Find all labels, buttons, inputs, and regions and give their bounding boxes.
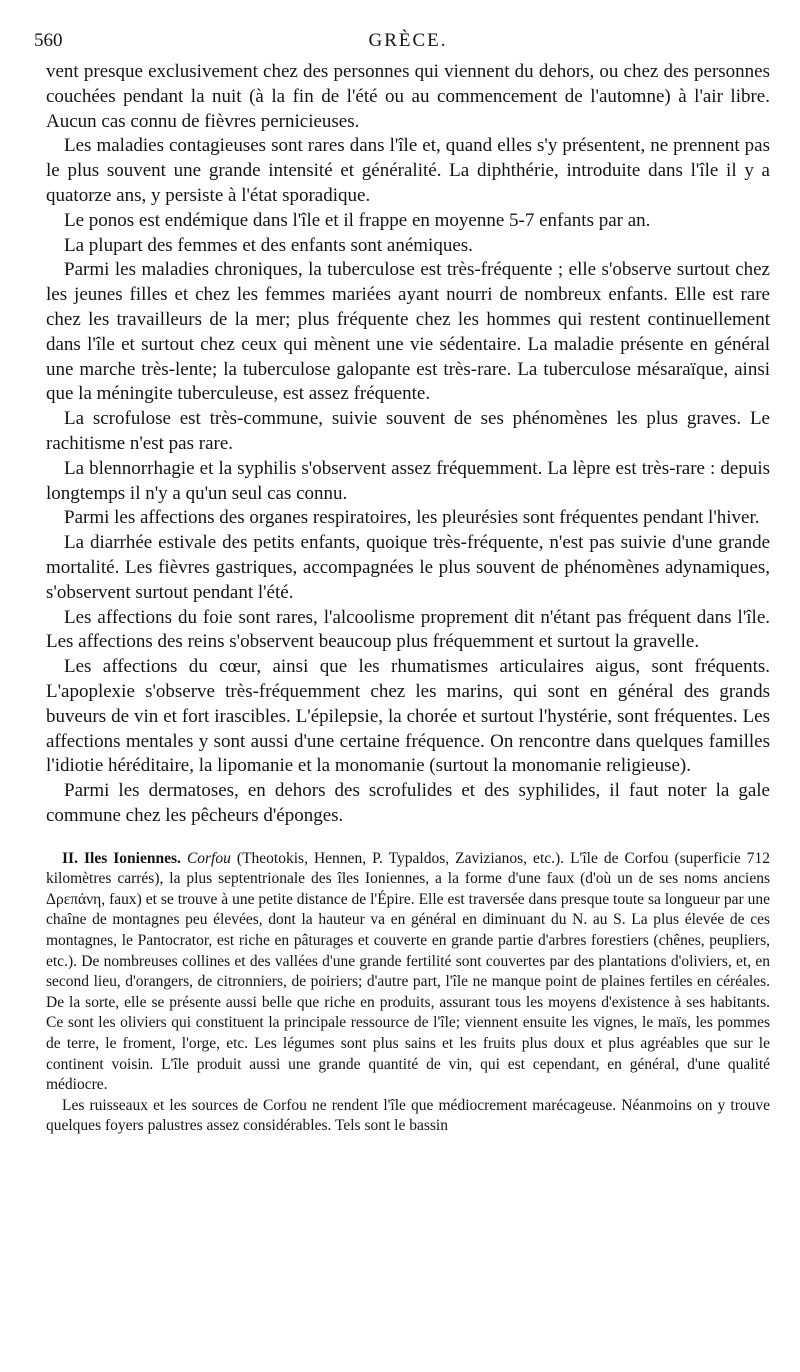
section-ionian-islands	[46, 849, 770, 1137]
main-text	[46, 60, 770, 829]
running-title: GRÈCE.	[368, 30, 448, 51]
paragraph: Les affections du foie sont rares, l'alcoolisme proprement dit n'étant pas fréquent dans l'île. Les affections des reins s'observent beaucoup plus fréquemment et surtout la gravelle.	[46, 606, 770, 653]
paragraph: La blennorrhagie et la syphilis s'observent assez fréquemment. La lèpre est très-rare : depuis longtemps il n'y a qu'un seul cas connu.	[46, 457, 770, 504]
page-number: 560	[34, 30, 63, 51]
paragraph: La scrofulose est très-commune, suivie souvent de ses phénomènes les plus graves. Le rachitisme n'est pas rare.	[46, 408, 770, 454]
paragraph: Parmi les maladies chroniques, la tuberculose est très-fréquente ; elle s'observe surtout chez les jeunes filles et chez les femmes mariées ayant nourri de nombreux enfants. Elle est rare chez les travailleurs de la mer; plus fréquente chez les hommes qui restent continuellement dans l'île et surtout chez ceux qui mènent une vie sédentaire. La maladie présente en général une marche très-lente; la tuberculose galopante est très-rare. La tuberculose mésaraïque, ainsi que la méningite tuberculeuse, est assez fréquente.	[46, 259, 770, 405]
section-text: (Theotokis, Hennen, P. Typaldos, Zavizianos, etc.). L'île de Corfou (superficie 712 kilomètres carrés), la plus septentrionale des îles Ioniennes, a la forme d'une faux (d'où un de ses noms anciens Δρεπάνη, faux) et se trouve à une petite distance de l'Épire. Elle est traversée dans presque toute sa longueur par une chaîne de montagnes peu élevées, dont la hauteur va en général en diminuant du N. au S. La plus élevée de ces montagnes, le Pantocrator, est riche en pâturages et couverte en grande partie d'arbres forestiers (chênes, peupliers, etc.). De nombreuses collines et des vallées d'une grande fertilité sont couvertes par des plantations d'oliviers, et, en second lieu, d'orangers, de citronniers, de poiriers; d'autre part, l'île ne manque point de plaines fertiles en céréales. De la sorte, elle se présente aussi belle que riche en produits, assurant tous les moyens d'existence à ses habitants. Ce sont les oliviers qui constituent la principale ressource de l'île; viennent ensuite les vignes, le maïs, les pommes de terre, le froment, l'orge, etc. Les légumes sont plus sains et les fruits plus doux et plus agréables que sur le continent voisin. L'île produit aussi une grande quantité de vin, qui est cependant, en général, d'une qualité médiocre.	[46, 849, 771, 1094]
paragraph: Parmi les dermatoses, en dehors des scrofulides et des syphilides, il faut noter la gale commune chez les pêcheurs d'éponges.	[46, 780, 770, 826]
page-header	[34, 26, 770, 60]
paragraph: La plupart des femmes et des enfants sont anémiques.	[64, 234, 473, 256]
paragraph: Les maladies contagieuses sont rares dans l'île et, quand elles s'y présentent, ne prennent pas le plus souvent une grande intensité et généralité. La diphthérie, introduite dans l'île il y a quatorze ans, y persiste à l'état sporadique.	[46, 135, 770, 206]
paragraph: La diarrhée estivale des petits enfants, quoique très-fréquente, n'est pas suivie d'une grande mortalité. Les fièvres gastriques, accompagnées le plus souvent de phénomènes adynamiques, s'observent surtout pendant l'été.	[46, 532, 770, 603]
section-place-name: Corfou	[186, 849, 231, 867]
section-first-paragraph	[46, 849, 770, 1096]
paragraph: Le ponos est endémique dans l'île et il frappe en moyenne 5-7 enfants par an.	[64, 209, 651, 231]
paragraph: Les affections du cœur, ainsi que les rhumatismes articulaires aigus, sont fréquents. L'apoplexie s'observe très-fréquemment chez les marins, qui sont en général des grands buveurs de vin et fort irascibles. L'épilepsie, la chorée et surtout l'hystérie, sont fréquentes. Les affections mentales y sont aussi d'une certaine fréquence. On rencontre dans quelques familles l'idiotie héréditaire, la lipomanie et la monomanie (surtout la monomanie religieuse).	[46, 656, 770, 777]
paragraph: Parmi les affections des organes respiratoires, les pleurésies sont fréquentes pendant l'hiver.	[64, 507, 760, 529]
paragraph-continued: vent presque exclusivement chez des personnes qui viennent du dehors, ou chez des personnes couchées pendant la nuit (à la fin de l'été ou au commencement de l'automne) à l'air libre. Aucun cas connu de fièvres pernicieuses.	[46, 61, 770, 132]
section-second-paragraph: Les ruisseaux et les sources de Corfou ne rendent l'île que médiocrement marécageuse. Néanmoins on y trouve quelques foyers palustres assez considérables. Tels sont le bassin	[46, 1096, 770, 1135]
section-heading: II. Iles Ioniennes.	[62, 849, 181, 867]
